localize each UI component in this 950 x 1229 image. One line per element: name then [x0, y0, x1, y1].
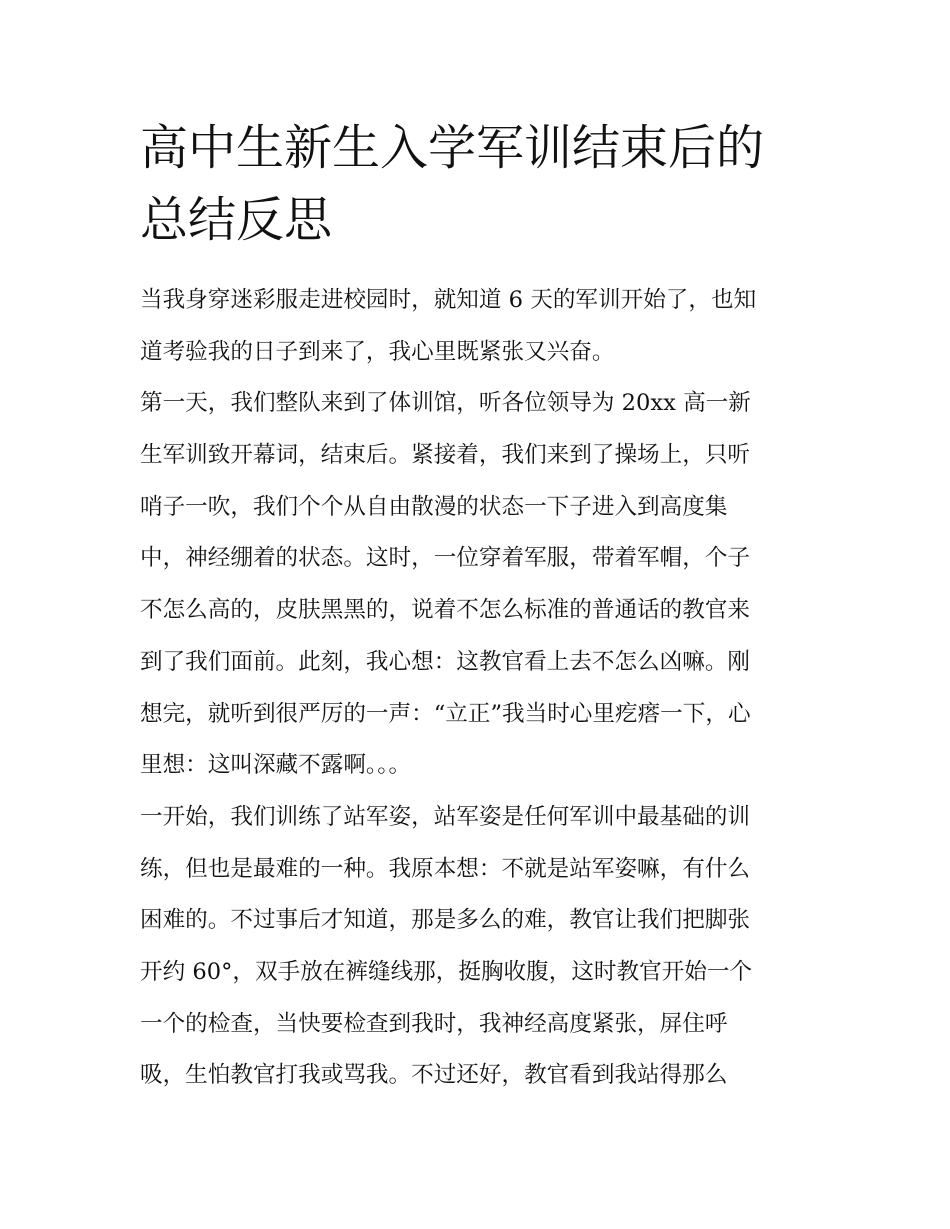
body-line: 到了我们面前。此刻，我心想：这教官看上去不怎么凶嘛。刚 [140, 648, 751, 675]
body-line: 第一天，我们整队来到了体训馆，听各位领导为 20xx 高一新 [140, 390, 751, 417]
body-line: 练，但也是最难的一种。我原本想：不就是站军姿嘛，有什么 [140, 855, 751, 882]
body-line: 生军训致开幕词，结束后。紧接着，我们来到了操场上，只听 [140, 442, 751, 469]
body-line: 开约 60°，双手放在裤缝线那，挺胸收腹，这时教官开始一个 [140, 958, 753, 985]
title-line: 高中生新生入学军训结束后的 [140, 120, 765, 176]
body-line: 哨子一吹，我们个个从自由散漫的状态一下子进入到高度集 [140, 493, 728, 520]
document-body [140, 275, 830, 1102]
body-line: 里想：这叫深藏不露啊。。。 [140, 752, 412, 779]
body-line: 困难的。不过事后才知道，那是多么的难，教官让我们把脚张 [140, 907, 751, 934]
body-line: 想完，就听到很严厉的一声：“立正”我当时心里疙瘩一下，心 [140, 700, 751, 727]
body-line: 吸，生怕教官打我或骂我。不过还好，教官看到我站得那么 [140, 1062, 728, 1089]
body-line: 道考验我的日子到来了，我心里既紧张又兴奋。 [140, 338, 615, 365]
body-line: 一个的检查，当快要检查到我时，我神经高度紧张，屏住呼 [140, 1010, 728, 1037]
body-line: 中，神经绷着的状态。这时，一位穿着军服，带着军帽，个子 [140, 545, 751, 572]
document-title [140, 112, 820, 256]
body-line: 不怎么高的，皮肤黑黑的，说着不怎么标准的普通话的教官来 [140, 597, 751, 624]
body-line: 当我身穿迷彩服走进校园时，就知道 6 天的军训开始了，也知 [140, 287, 757, 313]
title-line: 总结反思 [140, 192, 333, 248]
body-line: 一开始，我们训练了站军姿，站军姿是任何军训中最基础的训 [140, 803, 751, 830]
